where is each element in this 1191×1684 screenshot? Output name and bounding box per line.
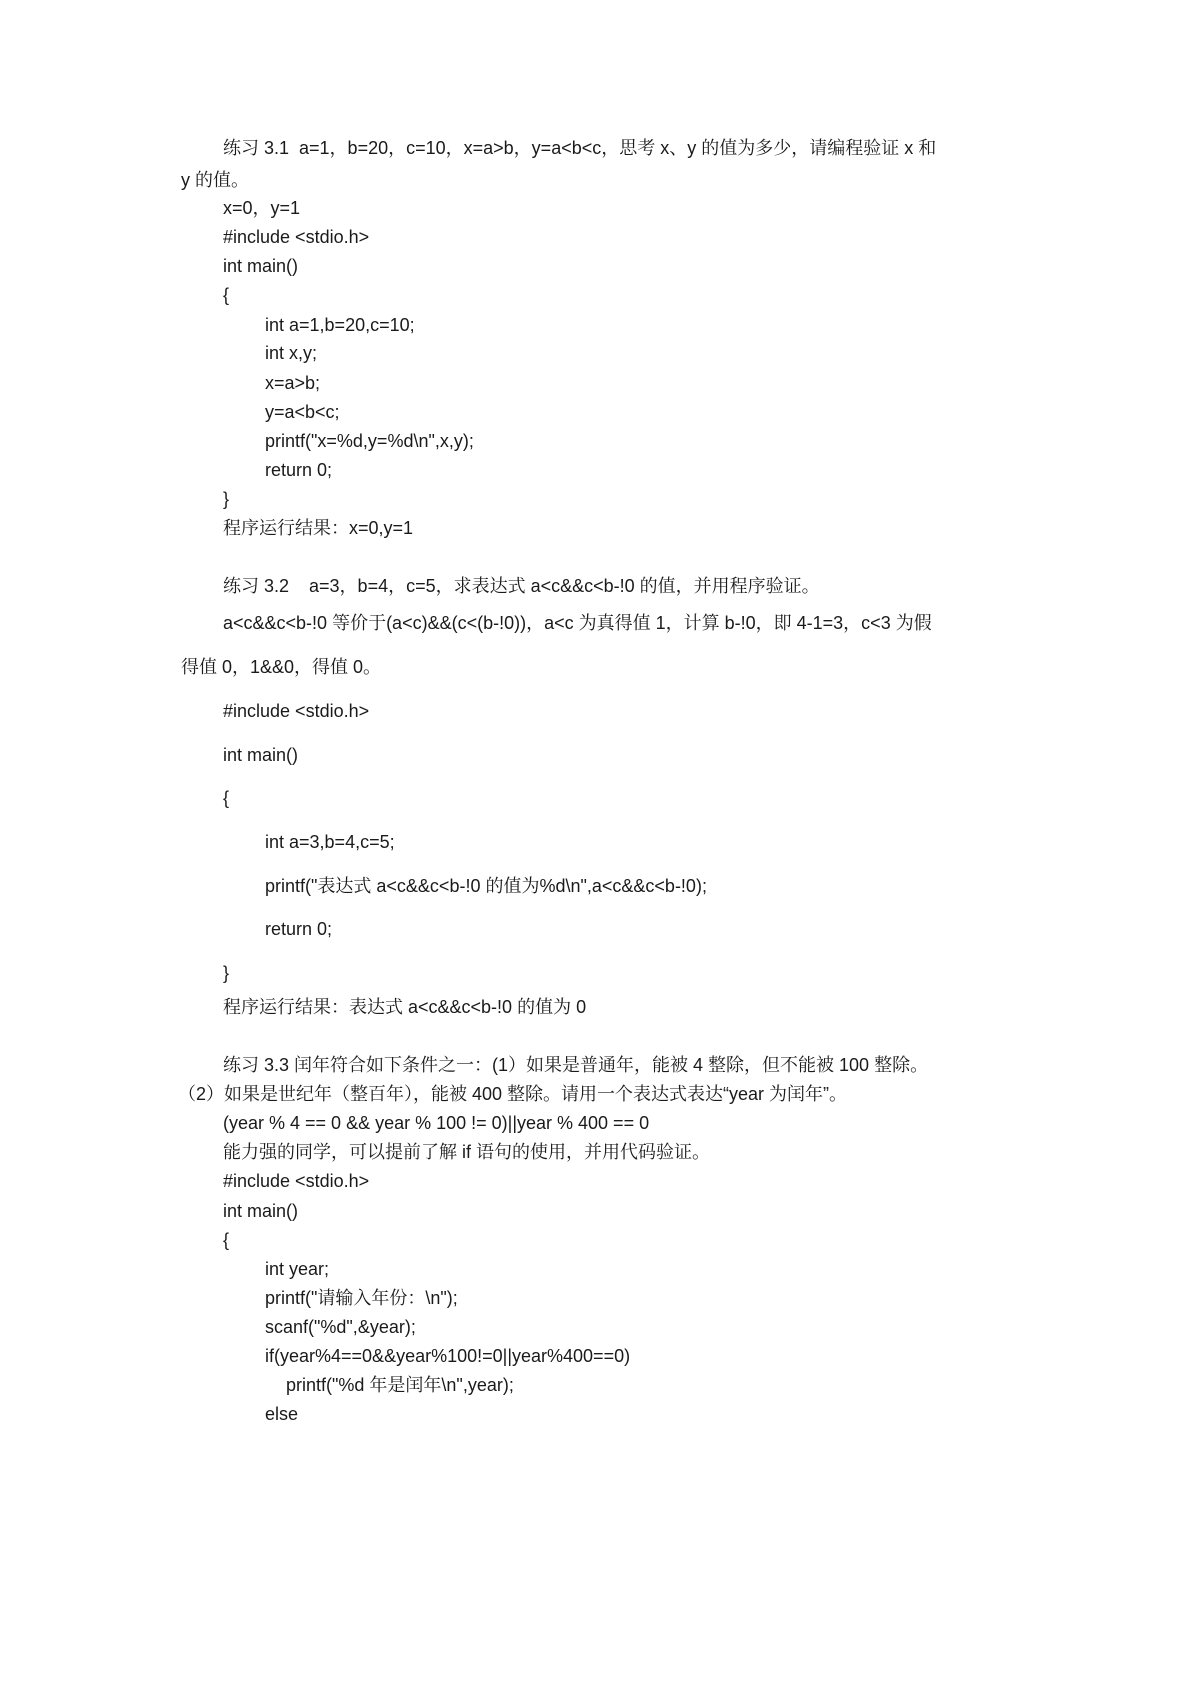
ex3-title-line2: （2）如果是世纪年（整百年），能被 400 整除。请用一个表达式表达“year 为闰年”。: [178, 1084, 848, 1104]
ex1-code-line: int x,y;: [265, 343, 318, 363]
ex1-answer: x=0，y=1: [223, 198, 301, 218]
ex3-code-line: int year;: [265, 1259, 330, 1279]
ex1-code-line: int main(): [223, 256, 299, 276]
ex1-code-line: printf("x=%d,y=%d\n",x,y);: [265, 431, 474, 451]
ex1-result: 程序运行结果：x=0,y=1: [223, 518, 414, 538]
ex2-code-line: #include <stdio.h>: [223, 701, 370, 721]
ex1-code-line: }: [223, 489, 230, 509]
ex2-explain-line2: 得值 0，1&&0，得值 0。: [181, 657, 382, 677]
ex3-title-line1: 练习 3.3 闰年符合如下条件之一：(1）如果是普通年，能被 4 整除，但不能被 100 整除。: [223, 1055, 929, 1075]
ex1-code-line: #include <stdio.h>: [223, 227, 370, 247]
ex3-expression: (year % 4 == 0 && year % 100 != 0)||year % 400 == 0: [223, 1113, 650, 1133]
ex1-code-line: x=a>b;: [265, 373, 321, 393]
ex3-code-line: else: [265, 1404, 299, 1424]
ex2-code-line: return 0;: [265, 919, 333, 939]
ex3-code-line: if(year%4==0&&year%100!=0||year%400==0): [265, 1346, 631, 1366]
ex3-code-line: printf("%d 年是闰年\n",year);: [286, 1375, 514, 1395]
ex2-code-line: int a=3,b=4,c=5;: [265, 832, 395, 852]
ex3-code-line: scanf("%d",&year);: [265, 1317, 416, 1337]
ex2-result: 程序运行结果：表达式 a<c&&c<b-!0 的值为 0: [223, 997, 587, 1017]
ex2-code-line: }: [223, 963, 230, 983]
ex3-code-line: {: [223, 1230, 230, 1250]
ex1-code-line: y=a<b<c;: [265, 402, 340, 422]
ex2-explain-line1: a<c&&c<b-!0 等价于(a<c)&&(c<(b-!0))，a<c 为真得值 1，计算 b-!0，即 4-1=3，c<3 为假: [223, 613, 932, 633]
ex2-code-line: int main(): [223, 745, 299, 765]
ex3-code-line: int main(): [223, 1201, 299, 1221]
ex1-code-line: {: [223, 285, 230, 305]
ex1-title-line2: y 的值。: [181, 170, 250, 190]
ex3-code-line: #include <stdio.h>: [223, 1171, 370, 1191]
ex2-code-line: printf("表达式 a<c&&c<b-!0 的值为%d\n",a<c&&c<b-!0);: [265, 876, 707, 896]
ex2-code-line: {: [223, 788, 230, 808]
ex1-code-line: int a=1,b=20,c=10;: [265, 315, 415, 335]
ex1-code-line: return 0;: [265, 460, 333, 480]
ex1-title-line1: 练习 3.1 a=1，b=20，c=10，x=a>b，y=a<b<c，思考 x、y 的值为多少，请编程验证 x 和: [223, 138, 937, 158]
ex3-code-line: printf("请输入年份：\n");: [265, 1288, 458, 1308]
ex3-note: 能力强的同学，可以提前了解 if 语句的使用，并用代码验证。: [223, 1142, 710, 1162]
ex2-title: 练习 3.2 a=3，b=4，c=5，求表达式 a<c&&c<b-!0 的值，并用程序验证。: [223, 576, 820, 596]
